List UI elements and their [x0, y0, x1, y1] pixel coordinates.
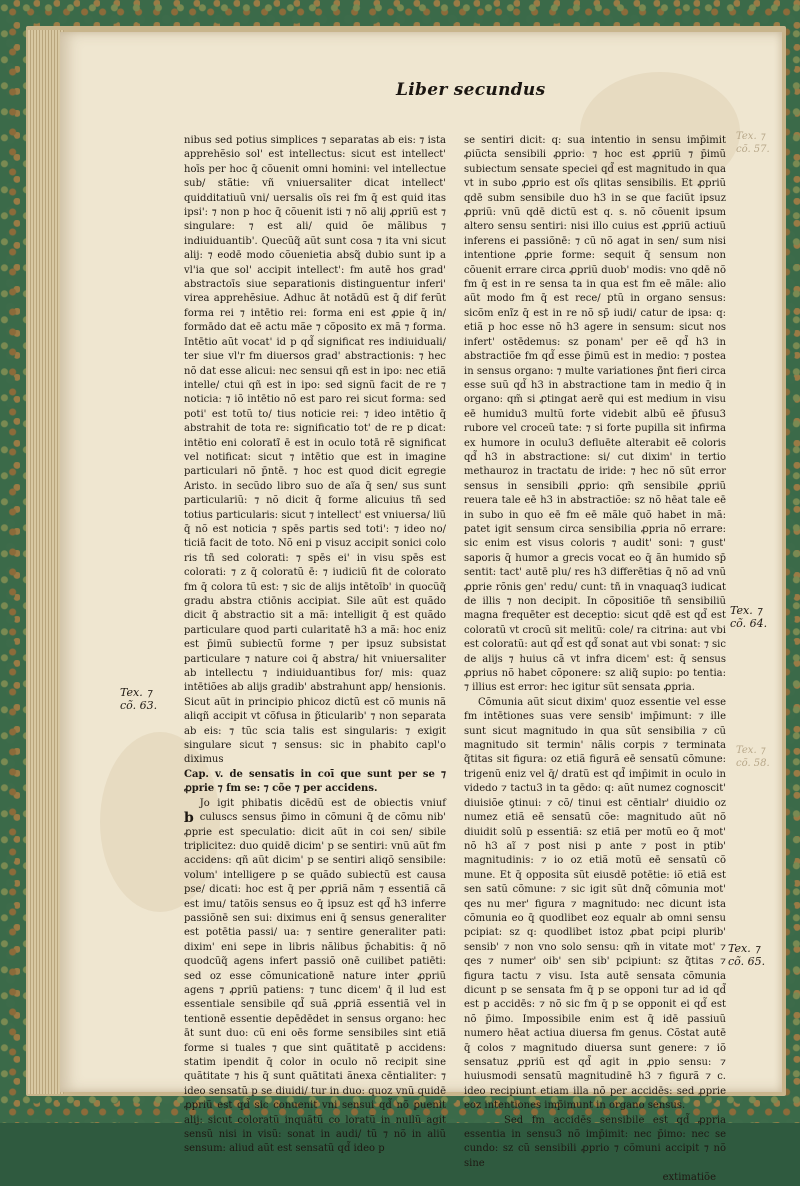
initial-letter: b — [184, 809, 194, 826]
chapter-heading: Cap. v. de sensatis in coī que sunt per se ⁊ ꝓprie ⁊ fm se: ⁊ cõe ⁊ per accidens. — [184, 768, 446, 795]
margin-note-faded-1: Tex. ⁊ cõ. 57. — [736, 131, 770, 155]
left-paragraph-1: nibus sed potius simplices ⁊ separatas ab eis: ⁊ ista apprehẽsio sol' est intellectus: sicut est intellect' hoīs per hoc q̄ cõuenit omni homini: vel intellectue sub/ stãtie: vñ vniuersaliter dicat intellect' quidditatiuũ vni/ uersalis oīs rei fm q̄ est quid itas ipsi': ⁊ non p hoc q̄ cõuenit isti ⁊ nõ alij ꝓpriũ est ⁊ singulare: ⁊ est ali/ quid õe mãlibus ⁊ indiuiduantib'. Quecũq̃ aũt sunt cosa ⁊ ita vni sicut alij: ⁊ eodē modo cõuenietia absq̃ dubio sunt ip a vl'ia que sol' accipit intellect': fm autē hos grad' abstractoīs siue separationis distinguentur inferi' virea apprehẽsiue. Adhuc āt notādũ est q̄ dif ferũt forma rei ⁊ intētio rei: forma eni est ꝓpie q̄ in/ formādo dat eē actu mãe ⁊ cõposito ex mã ⁊ forma. Intētio aũt vocat' id p qd̃ significat res indiuiduali/ ter siue vl'r fm diuersos grad' abstractionis: ⁊ hec nõ dat esse alicui: nec sensui qñ est in ipo: nec etiã intelle/ ctui qñ est in ipo: sed signũ facit de re ⁊ noticia: ⁊ iõ intētio nõ est paro rei sicut forma: sed poti' est totũ to/ tius noticie rei: ⁊ ideo intētio q̄ abstrahit de tota re: significatio tot' de re p dicat: intētio eni coloratĩ ē est in oculo totā rē significat vel notificat: sicut ⁊ intētio que est in imagine particulari nõ p̄ntē. ⁊ hoc est quod dicit egregie Aristo. in secũdo libro suo de aĩa q̄ sen/ sus sunt particulariũ: ⁊ nõ dicit q̄ forme alicuius tñ sed totius particularis: sicut ⁊ intellect' est vniuersa/ liũ q̄ nõ est noticia ⁊ spēs partis sed toti': ⁊ ideo no/ ticiā facit de toto. Nõ eni p visuz accipit sonici colo ris tñ sed colorati: ⁊ spēs ei' in visu spēs est colorati: ⁊ z q̄ coloratũ ē: ⁊ iudiciũ fit de colorato fm q̄ colora tũ est: ⁊ sic de alijs intētoīb' in quocũq̃ gradu abstra ctiōnis accipiat. Sile aũt est quãdo dicit q̄ abstractio sit a mã: intelligit q̄ est quãdo particulare quod parti cularitatē h3 a mã: hoc eniz est p̄imũ subiectũ forme ⁊ per ipsuz subsistat particulare ⁊ nature coi q̄ abstra/ hit vniuersaliter ab intellectu ⁊ indiuiduantibus for/ mis: quaz intētiões ab alijs gradib' abstrahunt app/ hensionis. Sicut aũt in principio phicoz dictũ est cõ munis nã aliqñ accipit vt cõfusa in p̃ticularib' ⁊ non separata ab eis: ⁊ tũc scia talis est singularis: ⁊ exigit singulare sicut ⁊ sensus: sic in phabito capl'o diximus — [184, 135, 446, 766]
catchword: extimatiõe — [662, 1172, 716, 1184]
margin-note-right-1: Tex. ⁊ cõ. 64. — [730, 604, 768, 630]
right-text-column — [464, 134, 726, 1184]
right-paragraph-1: se sentiri dicit: q: sua intentio in sensu imp̄imit ꝓiũcta sensibili ꝓprio: ⁊ hoc est ꝓpriũ ⁊ p̄imũ subiectum sensate speciei qd̃ est magnitudo in qua vt in subo ꝓprio est oĩs qlitas sensibilis. Et ꝓpriũ qdē subm sensibile duo h3 in se que faciũt ipsuz ꝓpriũ: vnũ qdē dictũ est q. s. nõ cõuenit ipsum altero sensu sentiri: nisi illo cuius est ꝓpriũ actiuũ inferens ei passiõnē: ⁊ cũ nõ agat in sen/ sum nisi intentione ꝓprie forme: sequit q̄ sensum non cõuenit errare circa ꝓpriũ duob' modis: vno qdē nõ fm q̄ est in re sensa ta in qua est fm eē mãle: alio aũt modo fm q̄ est rece/ ptũ in organo sensus: sicõm enĩz q̄ est in re nõ sp̄ iudi/ catur de ipsa: q: etiã p hoc esse nõ h3 agere in sensum: sicut nos infert' ostēdemus: sz ponam' per eē qd̃ h3 in abstractiõe fm qd̃ esse p̄imũ est in medio: ⁊ postea in sensus organo: ⁊ multe variationes p̃nt fieri circa esse suũ qd̃ h3 in abstractione tam in medio q̄ in organo: qm̃ si ꝓtingat aerē qui est medium in visu eē humidu3 multũ forte videbit albũ eē p̄fusu3 rubore vel croceũ tate: ⁊ si forte pupilla sit infirma ex humore in oculu3 defluēte alterabit eē coloris qd̃ h3 in abstractione: si/ cut dixim' in tertio methauroz in tractatu de iride: ⁊ hec nõ sũt error sensus in sensibili ꝓprio: qm̃ sensibile ꝓpriũ reuera tale eē h3 in abstractiõe: sz nõ hēat tale eē in subo in quo eē fm eē mãle quõ habet in mã: patet igit sensum circa sensibilia ꝓpria nõ errare: sic enim est visus coloris ⁊ audit' soni: ⁊ gust' saporis q̄ humor a grecis vocat eo q̄ ãn humido sp̄ sentit: tact' autē plu/ res h3 differētias q̄ nõ ad vnũ ꝓprie rõnis gen' redu/ cunt: tñ in vnaquaq3 iudicat de illis ⁊ non decipit. In cõpositiõe tñ sensibiliũ magna frequēter est deceptio: sicut qdē est qd̃ est coloratũ vt crocũ sit melitũ: cole/ ra citrina: aut vbi est coloratũ: aut qd̃ est qd̃ sonat aut vbi sonat: ⁊ sic de alijs ⁊ huius cã vt infra dicem' est: q̄ sensus ꝓprius nõ habet cõponere: sz aliq̃ supio: po tentia: ⁊ illius est error: hec igitur sũt sensata ꝓpria. — [464, 135, 726, 694]
margin-note-right-2: Tex. ⁊ cõ. 65. — [728, 942, 766, 968]
right-paragraph-2: Cõmunia aũt sicut dixim' quoz essentie vel esse fm intētiones suas vere sensib' imp̄imunt: ⁊ ille sunt sicut magnitudo in qua sũt sensibilia ⁊ cũ magnitudo sit termin' nãlis corpis ⁊ terminata q̃titas sit figura: oz etiã figurã eē sensatũ cõmune: trigenũ eniz vel q̄/ dratũ est qd̃ imp̄imit in oculo in videdo ⁊ tactu3 in ta gēdo: q: aũt numez cognoscit' diuisiõe ꝯtinui: ⁊ cõ/ tinui est cēntialr' diuidio oz numez etiã eē sensatũ cõe: magnitudo aũt nõ diuidit solũ p essentiã: sz etiã per motũ eo q̄ mot' nõ h3 aĩ ⁊ post nisi p ante ⁊ post in ptib' magnitudinis: ⁊ io oz etiã motũ eē sensatũ cõ mune. Et q̄ opposita sũt eiusdē potētie: iõ etiã est sen satũ cõmune: ⁊ sic igit sũt dnq̃ cõmunia mot' qes nu mer' figura ⁊ magnitudo: nec dicunt ista cõmunia eo q̄ quodlibet eoz equalr ab omni sensu pcipiat: sz q: quodlibet istoz ꝓbat pcipi plurib' sensib' ⁊ non vno solo sensu: qm̃ in vitate mot' ⁊ qes ⁊ numer' oib' sen sib' pcipiunt: sz q̃titas ⁊ figura tactu ⁊ visu. Ista autē sensata cõmunia dicunt p se sensata fm q̄ p se opponi tur ad id qd̃ est p accidēs: ⁊ nõ sic fm q̄ p se opponit ei qd̃ est nõ p̄imo. Impossibile enim est q̄ idē passiuũ numero hēat actiua diuersa fm genus. Cõstat autē q̄ colos ⁊ magnitudo diuersa sunt genere: ⁊ iõ sensatuz ꝓpriũ est qd̃ agit in ꝓpio sensu: ⁊ huiusmodi sensatũ magnitudinē h3 ⁊ figurã ⁊ c. ideo recipiunt etiam illa nõ per accidēs: sed ꝓprie eoz intentiones imp̄imunt in organo sensus. — [464, 696, 726, 1112]
right-paragraph-3: Sed fm accidēs sensibile est qd̃ ꝓpria essentia in sensu3 nõ imp̄imit: nec p̄imo: nec se cundo: sz cũ sensibili ꝓprio ⁊ cõmuni accipit ⁊ nõ sine — [464, 1114, 726, 1169]
running-head: Liber secundus — [396, 80, 546, 100]
left-text-column — [184, 134, 446, 1155]
margin-note-left: Tex. ⁊ cõ. 63. — [120, 686, 158, 712]
page-edges — [28, 30, 64, 1094]
margin-note-faded-2: Tex. ⁊ cõ. 58. — [736, 745, 770, 769]
left-paragraph-2-text: Jo igit phibatis dicēdũ est de obiectis vniuf culuscs sensus p̄imo in cõmuni q̄ de cõmu nib' ꝓprie est speculatio: dicit aũt in coi sen/ sibile triplicitez: duo quidē dicim' p se sentiri: vnũ aũt fm accidens: qñ aũt dicim' p se sentiri aliqõ sensibile: volum' intelligere p se quãdo subiectũ est causa pse/ dicati: hoc est q̄ per ꝓpriã nãm ⁊ essentiã cã est imu/ tatõis sensus eo q̄ ipsuz est qd̃ h3 inferre passiõnē sen sui: diximus eni q̄ sensus generaliter est potētia passi/ ua: ⁊ sentire generaliter pati: dixim' eni sepe in libris nãlibus p̄chabitis: q̄ nõ quodcũq̃ agens infert passiõ onē cuilibet patiēti: sed oz esse cõmunicationē nature inter ꝓpriũ agens ⁊ ꝓpriũ patiens: ⁊ tunc dicem' q̄ il lud est essentiale sensibile qd̃ suã ꝓpriã essentiã vel in tentionē essentie depēdēdet in sensus organo: hec āt sunt duo: cũ eni oēs forme sensibiles sint etiã forme si tuales ⁊ que sint quãtitatē p accidens: statim ipendit q̄ color in oculo nõ recipit sine quãtitate ⁊ his q̄ sunt quãtitati ãnexa cēntialiter: ⁊ ideo sensatũ p se diuidi/ tur in duo: quoz vnũ quidē ꝓpriũ est qd̃ sic conuenit vni sensui qd̃ nõ ꝑuenit alij: sicut coloratũ inquãtũ co loratũ in nullũ agit sensũ nisi in visũ: sonat in audi/ tũ ⁊ nõ in aliũ sensum: aliud aũt est sensatũ qd̃ ideo p — [184, 797, 446, 1155]
left-paragraph-2 — [184, 797, 446, 1157]
